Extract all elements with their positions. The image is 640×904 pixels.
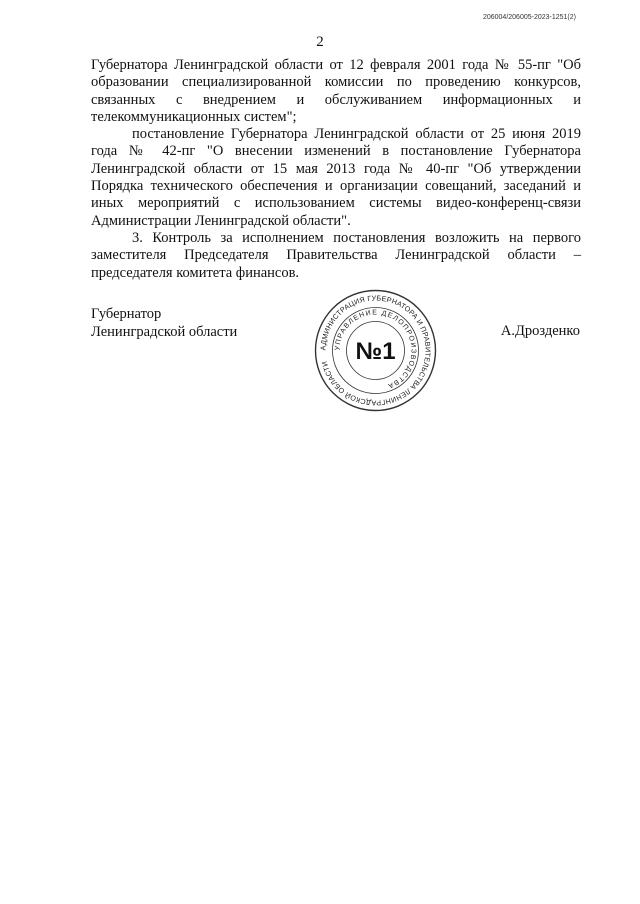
signer-title <box>91 305 237 341</box>
signer-title-line1: Губернатор <box>91 306 162 322</box>
document-id: 206004/206005-2023-1251(2) <box>482 14 576 21</box>
page-number: 2 <box>316 34 324 50</box>
signer-title-line2: Ленинградской области <box>91 324 238 340</box>
paragraph-3: 3. Контроль за исполнением постановления возложить на первого заместителя Председателя Правительства Ленинградской области – председателя комитета финансов. <box>91 229 581 281</box>
paragraph-1: Губернатора Ленинградской области от 12 февраля 2001 года № 55-пг "Об образовании специализированной комиссии по проведению конкурсов, связанных с внедрением и обслуживанием информационных и телекоммуникационных систем"; <box>91 57 581 125</box>
paragraph-2: постановление Губернатора Ленинградской области от 25 июня 2019 года № 42-пг "О внесении изменений в постановление Губернатора Ленинградской области от 15 мая 2013 года № 40-пг "Об утверждении Порядка технического обеспечения и организации совещаний, заседаний и иных мероприятий с использованием системы видео-конференц-связи Администрации Ленинградской области". <box>91 126 581 229</box>
official-seal <box>313 288 438 413</box>
seal-inner-text: УПРАВЛЕНИЕ ДЕЛОПРОИЗВОДСТВА <box>334 309 417 390</box>
seal-outer-text: АДМИНИСТРАЦИЯ ГУБЕРНАТОРА И ПРАВИТЕЛЬСТВА ЛЕНИНГРАДСКОЙ ОБЛАСТИ <box>318 293 433 408</box>
document-body <box>91 57 581 282</box>
seal-number: №1 <box>355 338 396 365</box>
signer-name: А.Дрозденко <box>500 323 580 339</box>
